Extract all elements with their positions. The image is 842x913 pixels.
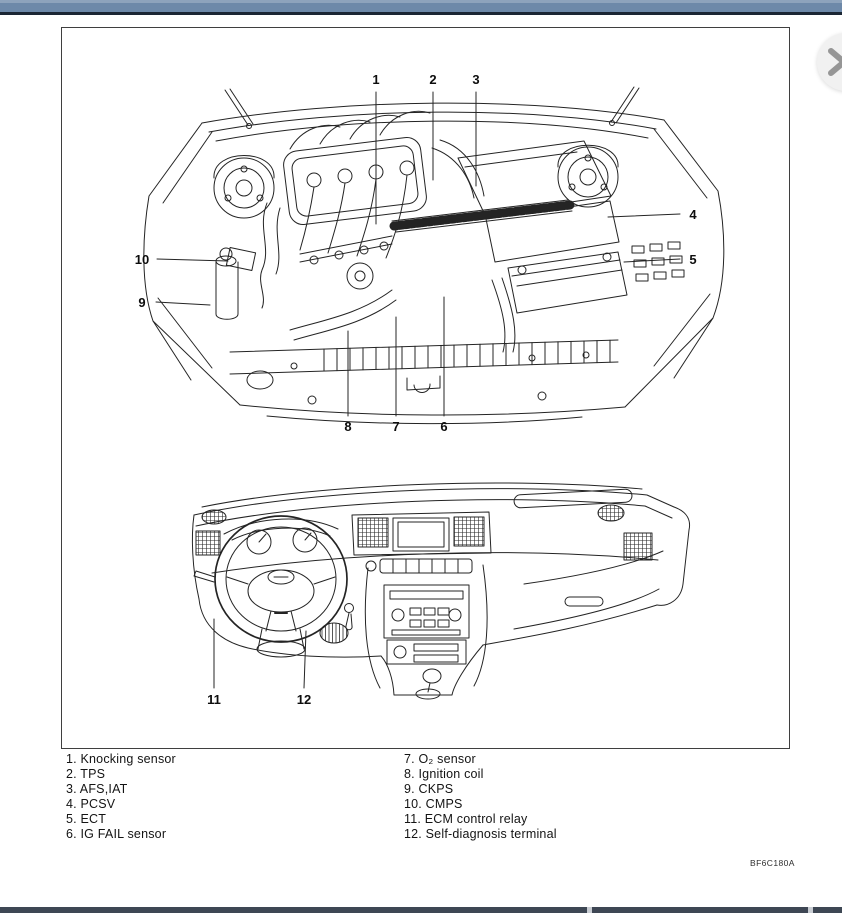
bottom-bar-divider: [808, 907, 813, 913]
legend-item: 2. TPS: [66, 767, 106, 781]
legend-item: 6. IG FAIL sensor: [66, 827, 167, 841]
legend-item: 10. CMPS: [404, 797, 463, 811]
legend-item: 12. Self-diagnosis terminal: [404, 827, 557, 841]
engine-callout-8: 8: [344, 419, 352, 434]
figure-frame: [61, 27, 790, 749]
engine-callout-3: 3: [472, 72, 480, 87]
engine-bay-illustration: [135, 72, 724, 434]
engine-callout-4: 4: [689, 207, 697, 222]
engine-callout-1: 1: [372, 72, 380, 87]
engine-callout-9: 9: [138, 295, 146, 310]
legend-item: 9. CKPS: [404, 782, 454, 796]
legend-item: 4. PCSV: [66, 797, 116, 811]
engine-callout-2: 2: [429, 72, 437, 87]
radiator-support: [230, 340, 618, 404]
engine-callout-7: 7: [392, 419, 400, 434]
figure-code: BF6C180A: [750, 858, 795, 868]
legend-item: 5. ECT: [66, 812, 107, 826]
engine-callout-5: 5: [689, 252, 697, 267]
fender-outlines: [144, 120, 724, 424]
dashboard-illustration: [192, 483, 689, 707]
bottom-bar: [0, 907, 842, 913]
glovebox: [514, 551, 663, 629]
legend-item: 8. Ignition coil: [404, 767, 484, 781]
chevron-right-icon: [824, 47, 842, 77]
dashboard-callout-11: 11: [207, 692, 221, 707]
washer-reservoir: [216, 248, 238, 319]
legend-item: 11. ECM control relay: [404, 812, 528, 826]
battery: [508, 252, 627, 313]
legend-item: 1. Knocking sensor: [66, 752, 176, 766]
legend-right-column: [404, 752, 557, 842]
dashboard-callout-12: 12: [296, 692, 312, 707]
wiper-arms: [225, 87, 639, 129]
dashboard-callout-leaders: [214, 619, 306, 688]
top-bar: [0, 0, 842, 15]
legend-left-column: [66, 752, 176, 842]
bottom-bar-divider: [587, 907, 592, 913]
legend-item: 3. AFS,IAT: [66, 782, 128, 796]
engine-block: [282, 111, 430, 289]
engine-callout-6: 6: [440, 419, 448, 434]
component-location-figure: [62, 28, 789, 748]
legend-item: 7. O₂ sensor: [404, 752, 476, 766]
engine-callout-10: 10: [134, 252, 150, 267]
strut-tower-right: [558, 145, 618, 207]
scroll-next-button[interactable]: [817, 33, 842, 91]
